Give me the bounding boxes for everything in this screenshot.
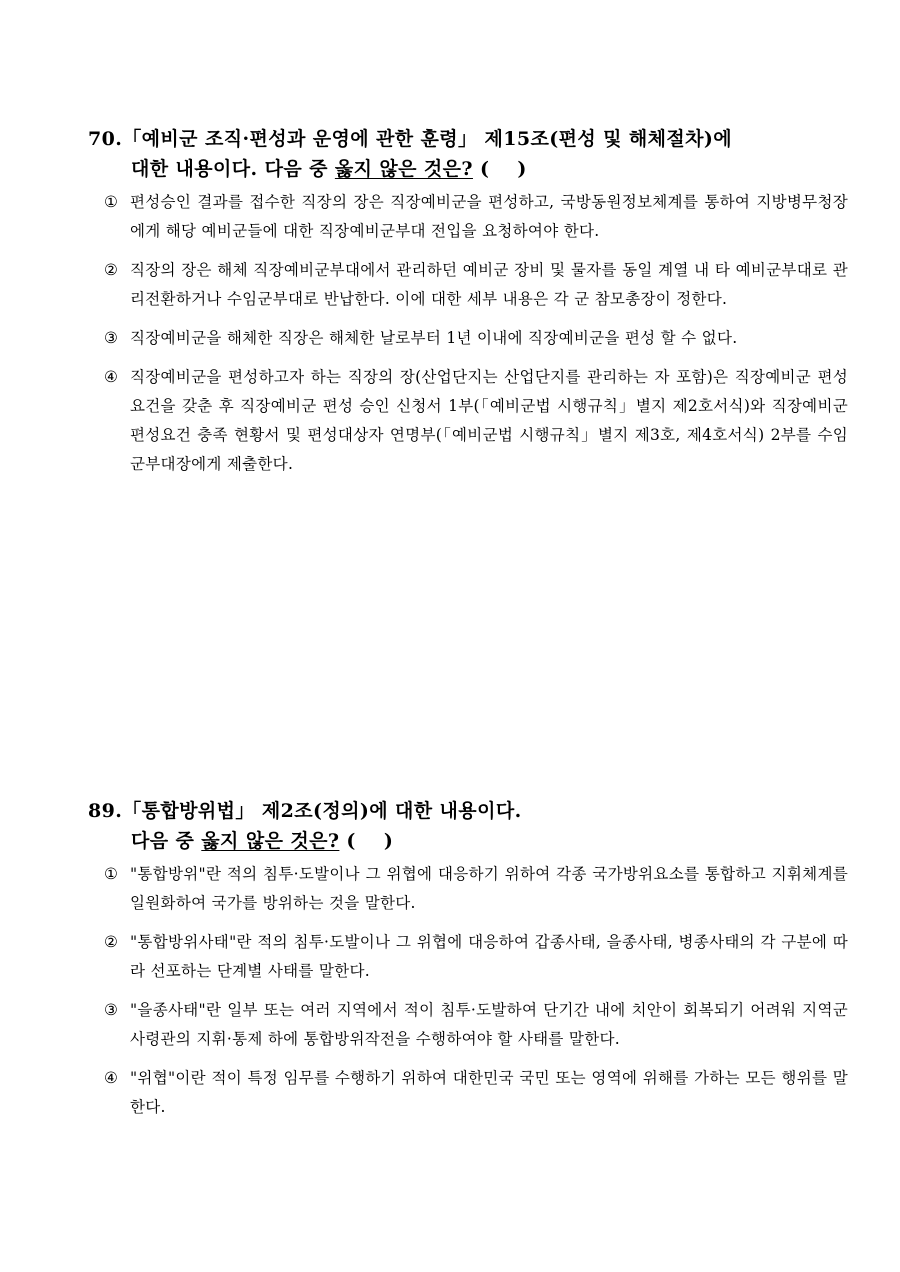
option-text: 편성승인 결과를 접수한 직장의 장은 직장예비군을 편성하고, 국방동원정보체계를 통하여 지방병무청장에게 해당 예비군들에 대한 직장예비군부대 전입을 요청하여야 한다.: [130, 193, 848, 240]
question-number: 70.: [88, 128, 123, 150]
option-2: [104, 928, 848, 986]
option-1: [104, 860, 848, 918]
option-2: [104, 256, 848, 314]
question-prompt: [88, 154, 848, 184]
prompt-underlined: 옳지 않은 것은?: [201, 830, 340, 852]
option-text: "통합방위사태"란 적의 침투·도발이나 그 위협에 대응하여 갑종사태, 을종사태, 병종사태의 각 구분에 따라 선포하는 단계별 사태를 말한다.: [130, 933, 848, 980]
option-text: "위협"이란 적이 특정 임무를 수행하기 위하여 대한민국 국민 또는 영역에 위해를 가하는 모든 행위를 말한다.: [130, 1069, 848, 1116]
option-list: [88, 860, 848, 1122]
question-89: [88, 796, 848, 1132]
option-text: 직장의 장은 해체 직장예비군부대에서 관리하던 예비군 장비 및 물자를 동일 계열 내 타 예비군부대로 관리전환하거나 수임군부대로 반납한다. 이에 대한 세부 내용은 각 군 참모총장이 정한다.: [130, 261, 848, 308]
question-header: [88, 796, 848, 856]
prompt-prefix: 다음 중: [131, 830, 202, 852]
option-marker: ④: [104, 1069, 119, 1087]
question-70: [88, 124, 848, 489]
question-header: [88, 124, 848, 184]
option-1: [104, 188, 848, 246]
option-marker: ①: [104, 193, 119, 211]
prompt-underlined: 옳지 않은 것은?: [334, 158, 473, 180]
question-prompt: [88, 826, 848, 856]
option-text: 직장예비군을 편성하고자 하는 직장의 장(산업단지는 산업단지를 관리하는 자 포함)은 직장예비군 편성요건을 갖춘 후 직장예비군 편성 승인 신청서 1부(「예비군법 시행규칙」별지 제2호서식)와 직장예비군 편성요건 충족 현황서 및 편성대상자 연명부(「예비군법 시행규칙」별지 제3호, 제4호서식) 2부를 수임군부대장에게 제출한다.: [130, 368, 848, 473]
option-4: [104, 363, 848, 479]
option-3: [104, 996, 848, 1054]
option-text: 직장예비군을 해체한 직장은 해체한 날로부터 1년 이내에 직장예비군을 편성 할 수 없다.: [130, 329, 738, 347]
answer-blank: ( ): [472, 158, 527, 180]
option-text: "통합방위"란 적의 침투·도발이나 그 위협에 대응하기 위하여 각종 국가방위요소를 통합하고 지휘체계를 일원화하여 국가를 방위하는 것을 말한다.: [130, 865, 848, 912]
option-marker: ③: [104, 329, 119, 347]
option-text: "을종사태"란 일부 또는 여러 지역에서 적이 침투·도발하여 단기간 내에 치안이 회복되기 어려워 지역군사령관의 지휘·통제 하에 통합방위작전을 수행하여야 할 사태를 말한다.: [130, 1001, 848, 1048]
question-title: 「통합방위법」 제2조(정의)에 대한 내용이다.: [122, 800, 522, 822]
answer-blank: ( ): [339, 830, 394, 852]
option-3: [104, 324, 848, 353]
prompt-prefix: 대한 내용이다. 다음 중: [131, 158, 335, 180]
option-marker: ②: [104, 261, 119, 279]
question-number: 89.: [88, 800, 123, 822]
option-marker: ③: [104, 1001, 119, 1019]
option-marker: ④: [104, 368, 119, 386]
option-marker: ②: [104, 933, 119, 951]
option-4: [104, 1064, 848, 1122]
option-list: [88, 188, 848, 479]
question-title: 「예비군 조직·편성과 운영에 관한 훈령」 제15조(편성 및 해체절차)에: [122, 128, 733, 150]
option-marker: ①: [104, 865, 119, 883]
